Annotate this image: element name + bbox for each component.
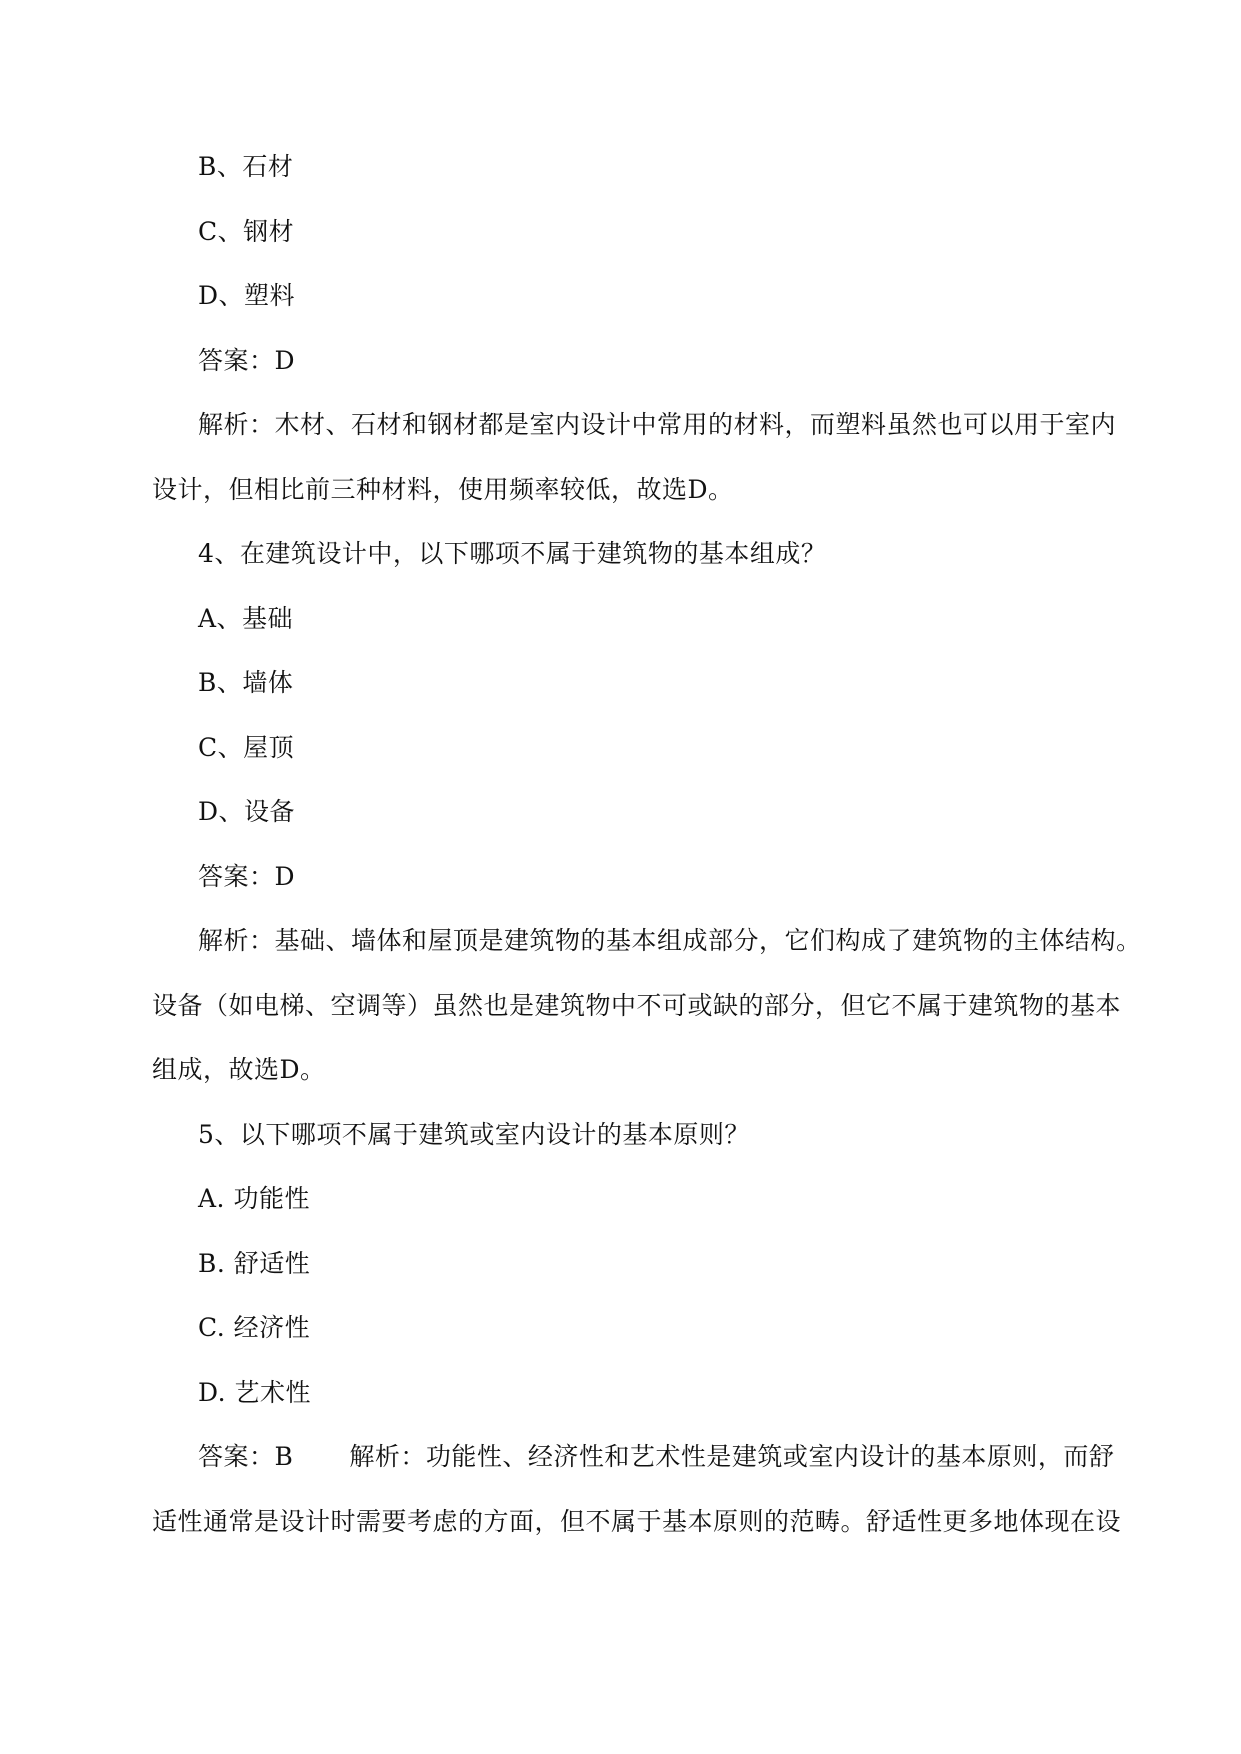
q5-analysis-line-2: 适性通常是设计时需要考虑的方面，但不属于基本原则的范畴。舒适性更多地体现在设 [152, 1507, 1122, 1536]
q5-option-d: D. 艺术性 [198, 1378, 312, 1407]
q4-option-a: A、基础 [198, 604, 294, 633]
q3-answer: 答案：D [198, 346, 296, 375]
q5-question: 5、以下哪项不属于建筑或室内设计的基本原则？ [198, 1120, 750, 1149]
q4-option-b: B、墙体 [198, 668, 294, 697]
q4-analysis-line-1: 解析：基础、墙体和屋顶是建筑物的基本组成部分，它们构成了建筑物的主体结构。 [198, 926, 1142, 955]
q5-option-c: C. 经济性 [198, 1313, 311, 1342]
q5-analysis-line-1: 解析：功能性、经济性和艺术性是建筑或室内设计的基本原则，而舒 [349, 1442, 1115, 1471]
q3-option-c: C、钢材 [198, 217, 295, 246]
q3-analysis-line-1: 解析：木材、石材和钢材都是室内设计中常用的材料，而塑料虽然也可以用于室内 [198, 410, 1117, 439]
q4-question: 4、在建筑设计中，以下哪项不属于建筑物的基本组成？ [198, 539, 827, 568]
q5-option-a: A. 功能性 [198, 1184, 310, 1213]
q4-option-c: C、屋顶 [198, 733, 295, 762]
q5-option-b: B. 舒适性 [198, 1249, 311, 1278]
q4-analysis-line-2: 设备（如电梯、空调等）虽然也是建筑物中不可或缺的部分，但它不属于建筑物的基本 [152, 991, 1122, 1020]
q5-answer-analysis-line-1 [198, 1442, 1114, 1472]
q4-analysis-line-3: 组成，故选D。 [152, 1055, 326, 1084]
q3-analysis-line-2: 设计，但相比前三种材料，使用频率较低，故选D。 [152, 475, 734, 504]
q5-answer: 答案：B [198, 1442, 294, 1471]
q3-option-d: D、塑料 [198, 281, 296, 310]
q3-option-b: B、石材 [198, 152, 294, 181]
q4-answer: 答案：D [198, 862, 296, 891]
q4-option-d: D、设备 [198, 797, 296, 826]
